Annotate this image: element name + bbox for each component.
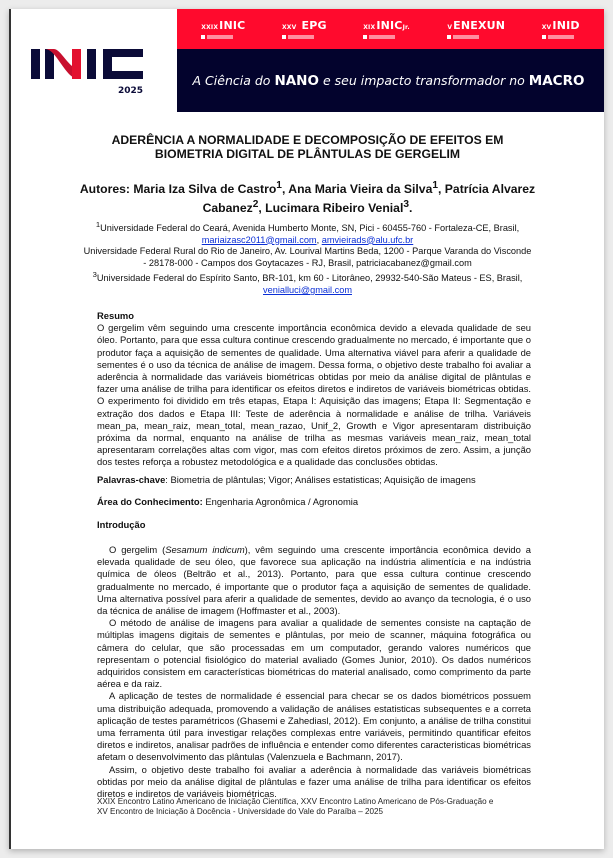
emblem-inic-jr: XIXINICJr. [363, 20, 411, 39]
emblem-inid: XVINID [542, 20, 580, 39]
event-emblems-bar [177, 9, 604, 49]
intro-paragraph: O gergelim (Sesamum indicum), vêm seguindo uma crescente importância econômica devido a elevada qualidade de seu óleo, que favorece sua aplicação na indústria alimentícia e na indústria química de óleos (Beltrão et al., 2013). Portanto, para que essa cultura continue crescendo gradualmente no mercado, é importante que o produtor faça a aquisição de sementes de qualidade. Uma alternativa possível para aferir a qualidade de sementes, devido ao avanço da tecnologia, é o uso da técnica de análise de imagem (Hoffmaster et al., 2003). [97, 544, 531, 617]
email-link[interactable]: venialluci@gmail.com [263, 285, 352, 296]
intro-paragraph: O método de análise de imagens para avaliar a qualidade de sementes consiste na captação de múltiplas imagens digitais de sementes e plântulas, por meio de scanner, máquina fotográfica ou câmera do celular, que são processadas em um computador, gerando valores numéricos que representam o potencial fisiológico do material avaliado (Gomes Junior, 2010). Os dados numéricos adquiridos consistem em características biométricas do material analisado, como comprimento da parte aérea e da raiz. [97, 617, 531, 690]
abstract-section [97, 310, 531, 469]
intro-paragraph: A aplicação de testes de normalidade é essencial para checar se os dados biométricos possuem uma distribuição adequada, promovendo a validação de análises estatisticas subsequentes e a correta aplicação de testes paramétricos (Ghasemi e Zahediasl, 2012). Em conjunto, a análise de trilha constitui uma ferramenta útil para investigar relações complexas entre variáveis, permitindo quantificar efeitos diretos e indiretos, analisar padrões de influência e entender como diferentes caracteristicas biométricas afetam o desenvolvimento das plântulas (Valenzuela e Bachmann, 2017). [97, 690, 531, 763]
introduction-section [97, 544, 531, 800]
emblem-epg: XXV EPG [282, 20, 327, 39]
intro-paragraph: Assim, o objetivo deste trabalho foi avaliar a aderência à normalidade das variáveis biométricas obtidas por meio da análise digital de plântulas e fazer uma análise de trilha para identificar os efeitos diretos e indiretos de variáveis biométricas. [97, 763, 531, 800]
banner-tagline: A Ciência do NANO e seu impacto transformador no MACRO [177, 49, 604, 112]
abstract-heading: Resumo [97, 310, 134, 321]
author: Maria Iza Silva de Castro$^1$ [133, 180, 282, 197]
banner-right [177, 9, 604, 112]
keywords: Palavras-chave: Biometria de plântulas; Vigor; Análises estatisticas; Aquisição de imagens [97, 474, 476, 485]
emblem-inic: XXIXINIC [201, 20, 245, 39]
authors-list: Autores: Maria Iza Silva de Castro$^1$, Ana Maria Vieira da Silva$^1$, Patrícia Alvarez Cabanez$^2$, Lucimara Ribeiro Venial$^3$. [79, 180, 536, 216]
affiliation-1: $^1$Universidade Federal do Ceará, Avenida Humberto Monte, SN, Pici - 60455-760 - Fortaleza-CE, Brasil, mariaizasc2011@gmail.com, amvieirads@alu.ufc.br [95, 220, 520, 245]
document-page [9, 9, 604, 849]
author: Ana Maria Vieira da Silva$^1$ [288, 180, 439, 197]
inic-logo-panel [11, 9, 177, 112]
affiliation-3: $^3$Universidade Federal do Espírito Santo, BR-101, km 60 - Litorâneo, 29932-540-São Mateus - ES, Brasil, venialluci@gmail.com [92, 270, 523, 296]
logo-year: 2025 [117, 86, 143, 96]
author: Lucimara Ribeiro Venial$^3$ [265, 199, 409, 216]
page-footer: XXIX Encontro Latino Americano de Iniciação Científica, XXV Encontro Latino Americano de Pós-Graduação e XV Encontro de Iniciação à Docência - Universidade do Vale do Paraíba – 2025 [97, 797, 494, 816]
conference-banner [11, 9, 604, 112]
knowledge-area: Área do Conhecimento: Engenharia Agronômica / Agronomia [97, 496, 359, 507]
paper-title: ADERÊNCIA A NORMALIDADE E DECOMPOSIÇÃO DE EFEITOS EM BIOMETRIA DIGITAL DE PLÂNTULAS DE GERGELIM [111, 133, 504, 161]
affiliations [81, 219, 534, 297]
emblem-enexun: VENEXUN [447, 20, 505, 39]
author: Patrícia Alvarez Cabanez$^2$ [202, 182, 536, 216]
email-link[interactable]: mariaizasc2011@gmail.com [201, 234, 317, 245]
introduction-heading: Introdução [97, 519, 146, 530]
email-link[interactable]: amvieirads@alu.ufc.br [321, 234, 414, 245]
affiliation-2: Universidade Federal Rural do Rio de Janeiro, Av. Lourival Martins Beda, 1200 - Parque Varanda do Visconde - 28178-000 - Campos dos Goytacazes - RJ, Brasil, patriciacabanez@gmail.com [83, 246, 532, 268]
inic-2025-logo [31, 45, 166, 101]
abstract-text: O gergelim vêm seguindo uma crescente importância econômica devido a elevada qualidade de seu óleo. Portanto, para que essa cultura continue crescendo gradualmente no mercado, é importante que o produtor faça a aquisição de sementes de qualidade. Uma alternativa viável para aferir a qualidade de sementes é o uso da técnica de análise de imagem. Dessa forma, o objetivo deste trabalho foi avaliar a aderência à normalidade das variáveis biométricas obtidas por meio da análise digital de plântulas e fazer uma análise de trilha para identificar os efeitos diretos e indiretos de variáveis biométricas obtidas. O experimento foi dividido em três etapas, Etapa I: Aquisição das imagens; Etapa II: Segmentação e extração dos dados e Etapa III: Teste de aderência à normalidade e análise de trilha. Variáveis mean_pa, mean_raiz, mean_total, mean_razao, Unif_2, Growth e Vigor apresentaram distribuição próxima da normal, enquanto na análise de trilha as mesmas variáveis mean_raiz, mean_total apresentaram correlações altas com vigor, mas com efeitos diretos próximos de zero. Assim, a junção dos testes reforça a robustez metodológica e a qualidade das conclusões obtidas. [97, 322, 531, 468]
